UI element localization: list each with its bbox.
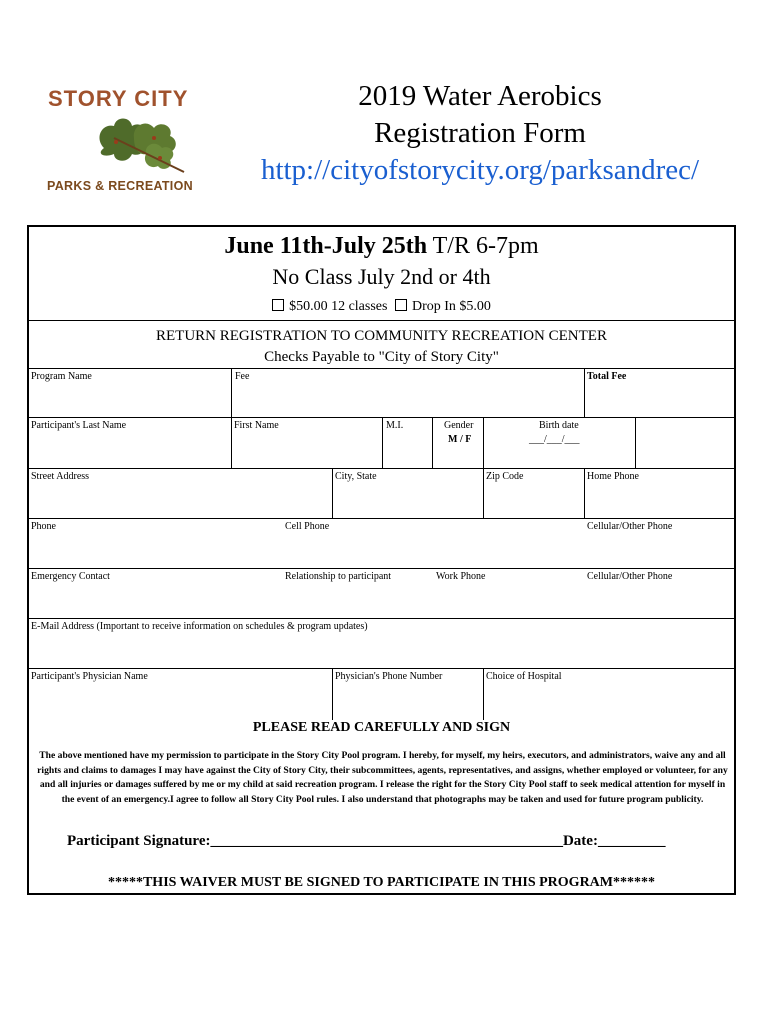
form-title-line1: 2019 Water Aerobics	[358, 80, 602, 112]
grid-line	[29, 518, 734, 519]
form-title-block	[240, 78, 720, 189]
waiver-heading: PLEASE READ CAREFULLY AND SIGN	[252, 720, 511, 735]
grid-line	[635, 417, 636, 468]
email-label: E-Mail Address (Important to receive information on schedules & program updates)	[31, 621, 368, 632]
grid-line	[584, 368, 585, 417]
zip-code-label: Zip Code	[486, 471, 524, 482]
cellular-other-phone-label: Cellular/Other Phone	[587, 521, 673, 532]
grid-line	[29, 618, 734, 619]
grid-line	[483, 668, 484, 720]
dates-bold: June 11th-July 25th	[224, 233, 428, 259]
gender-label: Gender	[444, 420, 474, 431]
checks-payable: Checks Payable to "City of Story City"	[264, 349, 499, 365]
grid-line	[584, 468, 585, 518]
logo-top-text: STORY CITY	[48, 86, 189, 111]
form-title-line2: Registration Form	[374, 117, 586, 149]
return-instructions: RETURN REGISTRATION TO COMMUNITY RECREATION CENTER	[156, 328, 607, 344]
birth-date-format: ___/___/___	[529, 434, 580, 445]
fee-option1-checkbox[interactable]	[272, 299, 284, 311]
fee-option1-label: $50.00 12 classes	[289, 299, 388, 314]
emergency-cellular-phone-label: Cellular/Other Phone	[587, 571, 673, 582]
dates-time: T/R 6-7pm	[427, 233, 539, 259]
waiver-footer: *****THIS WAIVER MUST BE SIGNED TO PARTICIPATE IN THIS PROGRAM******	[107, 875, 656, 890]
fee-option2-checkbox[interactable]	[395, 299, 407, 311]
grid-line	[332, 668, 333, 720]
story-city-logo	[40, 78, 210, 203]
website-link[interactable]: http://cityofstorycity.org/parksandrec/	[260, 154, 700, 186]
oak-leaf-icon	[84, 108, 194, 178]
divider	[29, 320, 734, 321]
physician-name-label: Participant's Physician Name	[31, 671, 148, 682]
grid-line	[29, 368, 734, 369]
last-name-label: Participant's Last Name	[31, 420, 127, 431]
total-fee-label: Total Fee	[587, 371, 627, 382]
logo-bottom-text: PARKS & RECREATION	[47, 179, 193, 193]
grid-line	[432, 417, 433, 468]
grid-line	[29, 468, 734, 469]
home-phone-label: Home Phone	[587, 471, 639, 482]
waiver-text: The above mentioned have my permission to participate in the Story City Pool program. I hereby, for myself, my heirs, executors, and administrators, waive any and all rights and claims to damages I may have against the City of Story City, their subcommittees, agents, representatives, and assigns, whether employed or volunteer, for any and all injuries or damages suffered by me or my child at said recreation program. I release the right for the Story City Pool staff to seek medical attention for myself in the event of an emergency.I agree to follow all Story City Pool rules. I also understand that photographs may be taken and used for future program publicity.	[37, 750, 728, 805]
street-address-label: Street Address	[31, 471, 90, 482]
grid-line	[483, 468, 484, 518]
grid-line	[29, 668, 734, 669]
grid-line	[382, 417, 383, 468]
birth-date-label: Birth date	[539, 420, 579, 431]
emergency-contact-label: Emergency Contact	[31, 571, 110, 582]
grid-line	[231, 368, 232, 417]
program-name-label: Program Name	[31, 371, 92, 382]
first-name-label: First Name	[234, 420, 279, 431]
grid-line	[483, 417, 484, 468]
middle-initial-label: M.I.	[386, 420, 404, 431]
hospital-label: Choice of Hospital	[486, 671, 562, 682]
fee-label: Fee	[235, 371, 250, 382]
relationship-label: Relationship to participant	[285, 571, 392, 582]
physician-phone-label: Physician's Phone Number	[335, 671, 443, 682]
grid-line	[29, 568, 734, 569]
fee-options	[29, 299, 734, 315]
no-class-note: No Class July 2nd or 4th	[272, 264, 491, 289]
grid-line	[231, 417, 232, 468]
cell-phone-label: Cell Phone	[285, 521, 330, 532]
work-phone-label: Work Phone	[436, 571, 486, 582]
city-state-label: City, State	[335, 471, 377, 482]
program-dates	[29, 233, 734, 260]
gender-options: M / F	[448, 434, 472, 445]
signature-line[interactable]: Participant Signature:_______________________________________________Date:_________	[67, 833, 666, 849]
fee-option2-label: Drop In $5.00	[411, 299, 491, 314]
registration-form	[27, 225, 736, 895]
phone-label: Phone	[31, 521, 56, 532]
grid-line	[332, 468, 333, 518]
